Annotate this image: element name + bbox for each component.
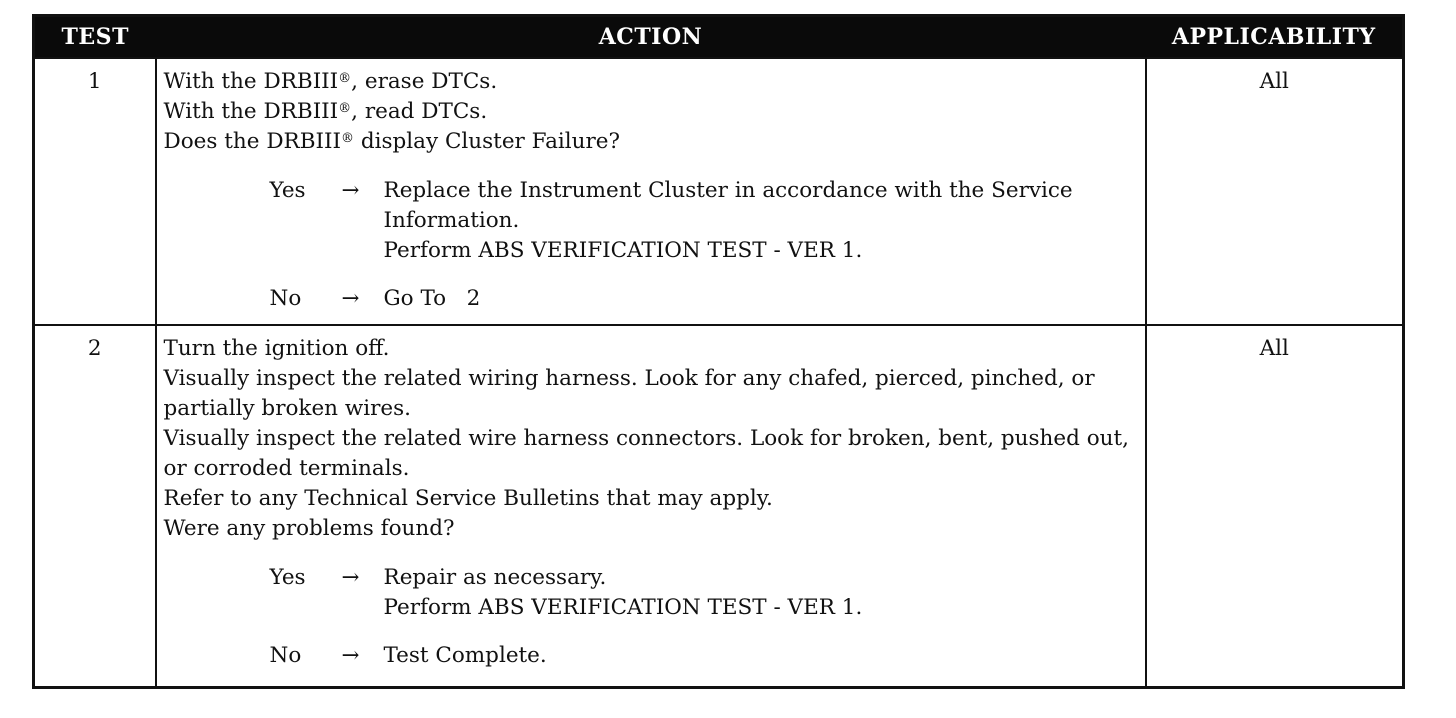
branch-line: Replace the Instrument Cluster in accordance with the Service Information. (383, 178, 1073, 233)
action-step: With the DRBIII®, erase DTCs. (163, 69, 498, 94)
applicability-value: All (1146, 325, 1404, 687)
test-number: 2 (34, 325, 156, 687)
branch-body (384, 641, 1137, 671)
branch-line: Perform ABS VERIFICATION TEST - VER 1. (383, 238, 863, 263)
applicability-value: All (1146, 58, 1404, 325)
branch-body (384, 176, 1137, 266)
registered-mark: ® (338, 71, 352, 86)
branch-key: No (269, 286, 302, 311)
branch-key: Yes (269, 565, 306, 590)
header-row (34, 16, 1404, 59)
action-step: Refer to any Technical Service Bulletins that may apply. (163, 486, 773, 511)
branch-key: Yes (269, 178, 306, 203)
test-row (34, 58, 1404, 325)
branch-line: Go To 2 (383, 286, 481, 311)
test-row (34, 325, 1404, 687)
branch-yes (164, 563, 1137, 623)
header-test: TEST (34, 16, 156, 59)
branch-line: Perform ABS VERIFICATION TEST - VER 1. (383, 595, 863, 620)
header-applicability: APPLICABILITY (1146, 16, 1404, 59)
branch-yes (164, 176, 1137, 266)
branch-line: Test Complete. (383, 643, 547, 668)
action-step: Visually inspect the related wire harness connectors. Look for broken, bent, pushed out, or corroded terminals. (163, 426, 1129, 481)
branch-no (164, 284, 1137, 314)
action-step: Visually inspect the related wiring harness. Look for any chafed, pierced, pinched, or partially broken wires. (163, 366, 1095, 421)
branch-no (164, 641, 1137, 671)
action-cell (156, 325, 1146, 687)
branch-line: Repair as necessary. (383, 565, 607, 590)
right-arrow-icon: → (341, 643, 360, 668)
diagnostic-test-table (32, 14, 1405, 689)
action-step: With the DRBIII®, read DTCs. (163, 99, 488, 124)
registered-mark: ® (341, 131, 355, 146)
right-arrow-icon: → (341, 286, 360, 311)
header-action: ACTION (156, 16, 1146, 59)
right-arrow-icon: → (341, 565, 360, 590)
branch-list (164, 176, 1137, 314)
test-number: 1 (34, 58, 156, 325)
action-step: Were any problems found? (163, 516, 455, 541)
branch-body (384, 563, 1137, 623)
branch-key: No (269, 643, 302, 668)
registered-mark: ® (338, 101, 352, 116)
action-step: Turn the ignition off. (163, 336, 390, 361)
action-step: Does the DRBIII® display Cluster Failure? (163, 129, 621, 154)
branch-list (164, 563, 1137, 671)
branch-body (384, 284, 1137, 314)
action-cell (156, 58, 1146, 325)
right-arrow-icon: → (341, 178, 360, 203)
